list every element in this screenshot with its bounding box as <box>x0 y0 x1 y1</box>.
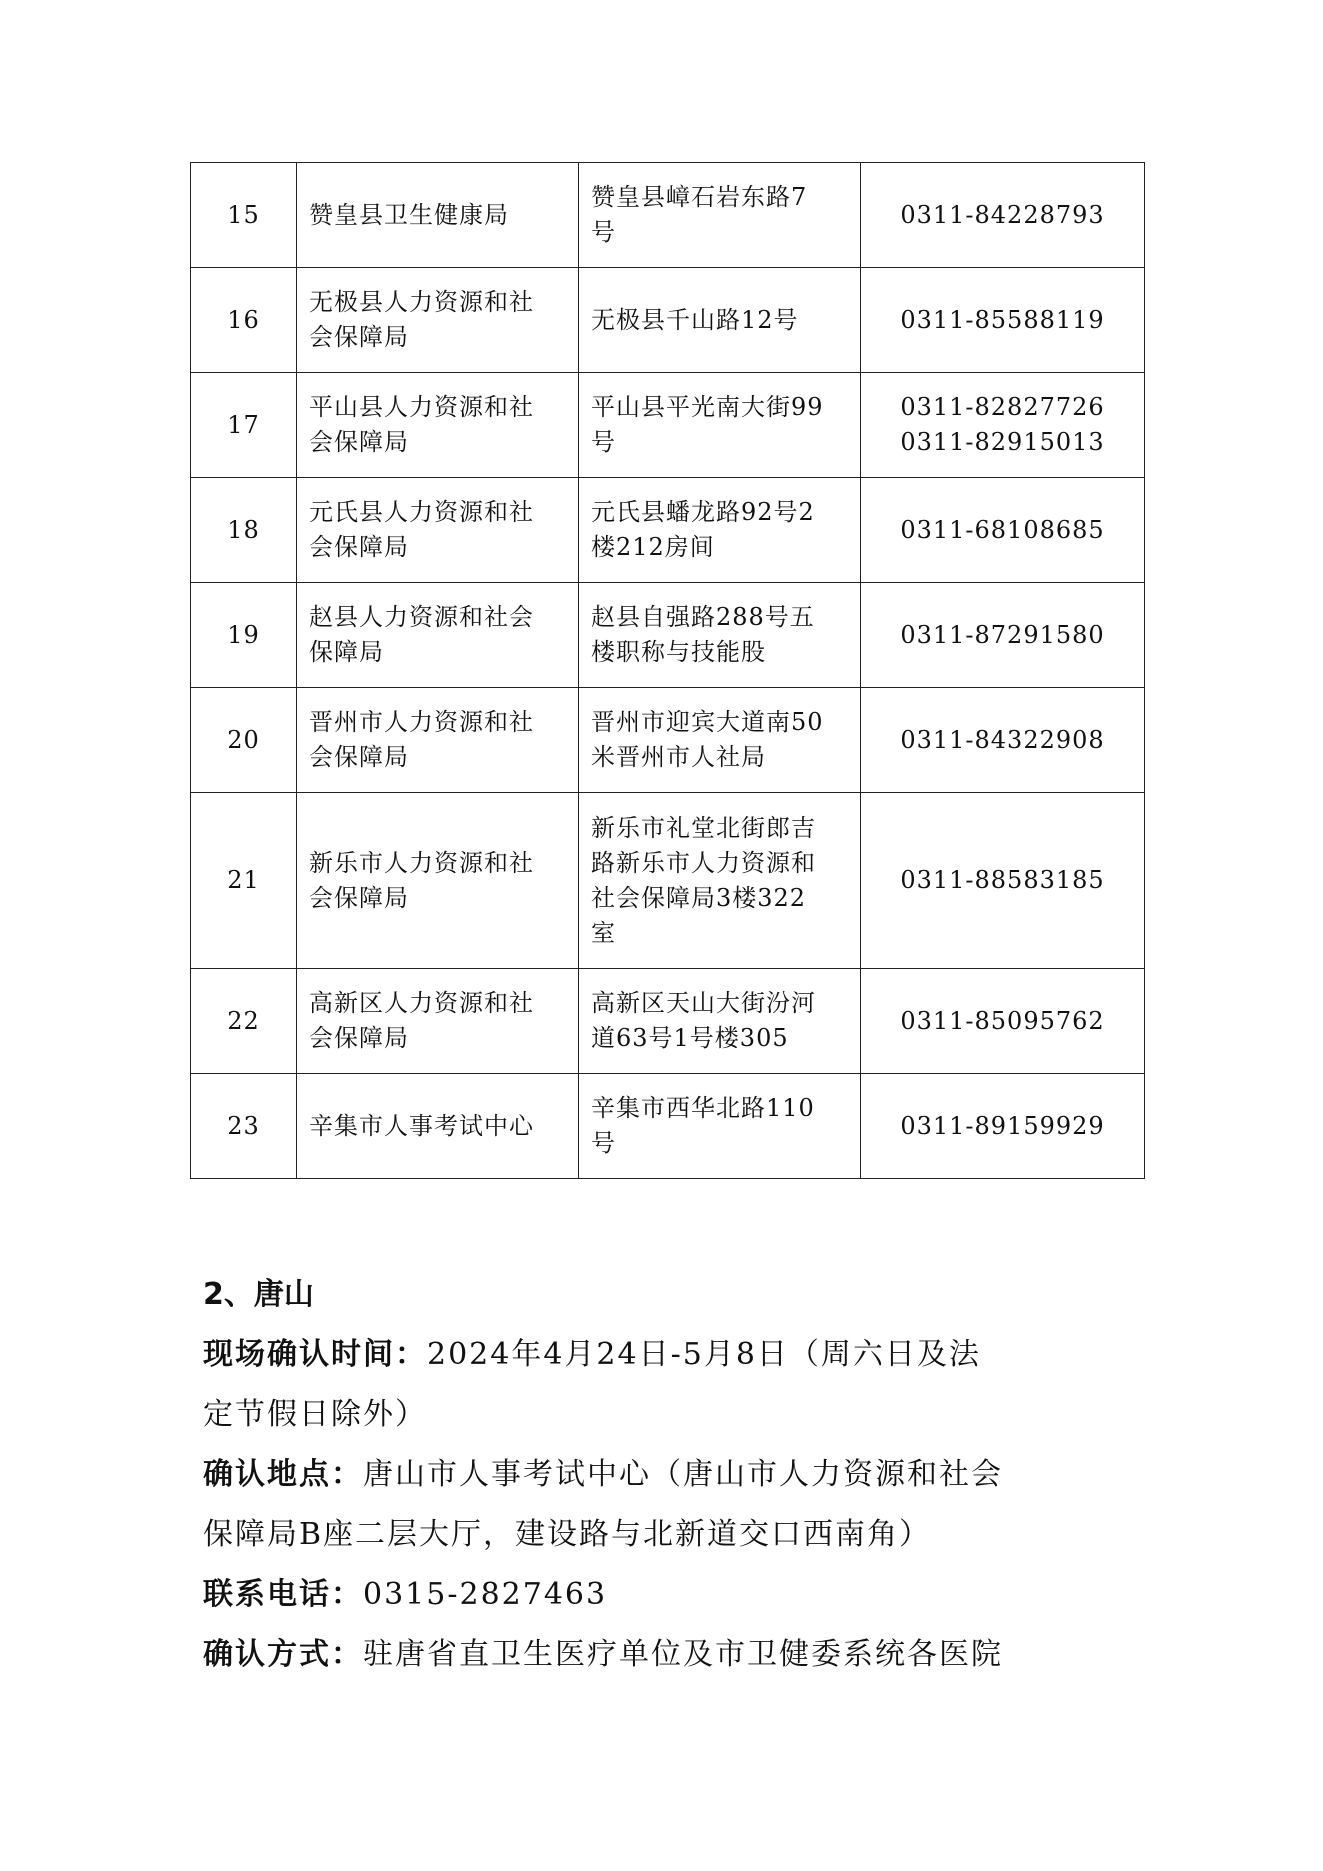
org-name-line: 会保障局 <box>309 533 409 561</box>
org-name-line: 元氏县人力资源和社 <box>309 498 534 526</box>
address-line: 新乐市礼堂北街郎吉 <box>591 813 816 842</box>
org-name-line: 高新区人力资源和社 <box>309 989 534 1017</box>
org-name-line: 会保障局 <box>309 323 409 351</box>
org-name <box>297 969 579 1074</box>
org-name <box>297 1074 579 1179</box>
table-row <box>191 688 1145 793</box>
address-line: 楼212房间 <box>591 533 715 561</box>
org-name-line: 赞皇县卫生健康局 <box>309 200 509 229</box>
org-name-line: 会保障局 <box>309 883 409 912</box>
contacts-table <box>190 162 1145 1179</box>
table-row <box>191 1074 1145 1179</box>
contact-phone-label: 联系电话： <box>203 1577 363 1612</box>
address-line: 无极县千山路12号 <box>591 305 799 334</box>
address <box>579 1074 861 1179</box>
org-name-line: 辛集市人事考试中心 <box>309 1111 534 1140</box>
tangshan-section <box>203 1265 1103 1685</box>
phone-number <box>861 478 1145 583</box>
address-line: 赞皇县嶂石岩东路7 <box>591 183 808 211</box>
address <box>579 969 861 1074</box>
phone-number-line: 0311-88583185 <box>900 866 1105 894</box>
confirm-time-paragraph <box>203 1325 1103 1445</box>
phone-number-line: 0311-89159929 <box>900 1111 1105 1140</box>
address-line: 辛集市西华北路110 <box>591 1094 815 1122</box>
org-name-line: 晋州市人力资源和社 <box>309 708 534 736</box>
phone-number-line: 0311-85095762 <box>900 1006 1105 1035</box>
org-name <box>297 163 579 268</box>
section-title: 2、唐山 <box>203 1277 314 1312</box>
org-name-line: 平山县人力资源和社 <box>309 393 534 421</box>
row-number: 18 <box>191 478 297 583</box>
address-line: 号 <box>591 428 616 456</box>
row-number: 21 <box>191 793 297 969</box>
org-name-line: 无极县人力资源和社 <box>309 288 534 316</box>
address-line: 楼职称与技能股 <box>591 638 766 666</box>
address-line: 米晋州市人社局 <box>591 743 766 771</box>
table-row <box>191 268 1145 373</box>
address-line: 元氏县蟠龙路92号2 <box>591 498 815 526</box>
address-line: 道63号1号楼305 <box>591 1024 789 1052</box>
confirm-place-paragraph <box>203 1445 1103 1565</box>
contacts-table-body <box>191 163 1145 1179</box>
org-name-line: 新乐市人力资源和社 <box>309 848 534 877</box>
phone-number-line: 0311-82827726 <box>900 393 1105 421</box>
address-line: 平山县平光南大街99 <box>591 393 824 421</box>
phone-number-line: 0311-84322908 <box>900 725 1105 754</box>
address-line: 号 <box>591 218 616 246</box>
address-line: 晋州市迎宾大道南50 <box>591 708 824 736</box>
table-row <box>191 583 1145 688</box>
org-name <box>297 268 579 373</box>
phone-number <box>861 969 1145 1074</box>
address <box>579 478 861 583</box>
confirm-method-label: 确认方式： <box>203 1637 363 1672</box>
org-name-line: 赵县人力资源和社会 <box>309 603 534 631</box>
confirm-method-paragraph <box>203 1625 1103 1685</box>
confirm-time-value-line-2: 定节假日除外） <box>203 1397 427 1432</box>
address <box>579 688 861 793</box>
phone-number-line: 0311-84228793 <box>900 200 1105 229</box>
org-name <box>297 583 579 688</box>
phone-number <box>861 163 1145 268</box>
row-number: 22 <box>191 969 297 1074</box>
confirm-time-value-line-1: 2024年4月24日-5月8日（周六日及法 <box>427 1337 981 1372</box>
confirm-place-value-line-2: 保障局B座二层大厅，建设路与北新道交口西南角） <box>203 1517 932 1552</box>
org-name-line: 保障局 <box>309 638 384 666</box>
address-line: 高新区天山大街汾河 <box>591 989 816 1017</box>
org-name <box>297 373 579 478</box>
phone-number-line: 0311-85588119 <box>900 305 1105 334</box>
org-name-line: 会保障局 <box>309 1024 409 1052</box>
address <box>579 163 861 268</box>
address-line: 社会保障局3楼322 <box>591 883 807 912</box>
row-number: 19 <box>191 583 297 688</box>
table-row <box>191 373 1145 478</box>
org-name <box>297 688 579 793</box>
row-number: 17 <box>191 373 297 478</box>
address-line: 赵县自强路288号五 <box>591 603 815 631</box>
phone-number <box>861 793 1145 969</box>
table-row <box>191 793 1145 969</box>
org-name <box>297 793 579 969</box>
confirm-time-label: 现场确认时间： <box>203 1337 427 1372</box>
address <box>579 583 861 688</box>
confirm-method-value: 驻唐省直卫生医疗单位及市卫健委系统各医院 <box>363 1637 1003 1672</box>
confirm-place-value-line-1: 唐山市人事考试中心（唐山市人力资源和社会 <box>363 1457 1003 1492</box>
phone-number <box>861 268 1145 373</box>
address <box>579 268 861 373</box>
org-name <box>297 478 579 583</box>
table-row <box>191 478 1145 583</box>
row-number: 16 <box>191 268 297 373</box>
phone-number <box>861 1074 1145 1179</box>
phone-number-line: 0311-68108685 <box>900 515 1105 544</box>
address <box>579 793 861 969</box>
phone-number-line: 0311-82915013 <box>900 428 1105 456</box>
phone-number <box>861 373 1145 478</box>
row-number: 20 <box>191 688 297 793</box>
phone-number-line: 0311-87291580 <box>900 620 1105 649</box>
contact-phone-value: 0315-2827463 <box>363 1577 608 1612</box>
address-line: 路新乐市人力资源和 <box>591 848 816 877</box>
address <box>579 373 861 478</box>
org-name-line: 会保障局 <box>309 743 409 771</box>
address-line: 号 <box>591 1129 616 1157</box>
confirm-place-label: 确认地点： <box>203 1457 363 1492</box>
address-line: 室 <box>591 918 616 947</box>
phone-number <box>861 583 1145 688</box>
org-name-line: 会保障局 <box>309 428 409 456</box>
phone-number <box>861 688 1145 793</box>
table-row <box>191 163 1145 268</box>
row-number: 23 <box>191 1074 297 1179</box>
table-row <box>191 969 1145 1074</box>
row-number: 15 <box>191 163 297 268</box>
contact-phone-paragraph <box>203 1565 1103 1625</box>
